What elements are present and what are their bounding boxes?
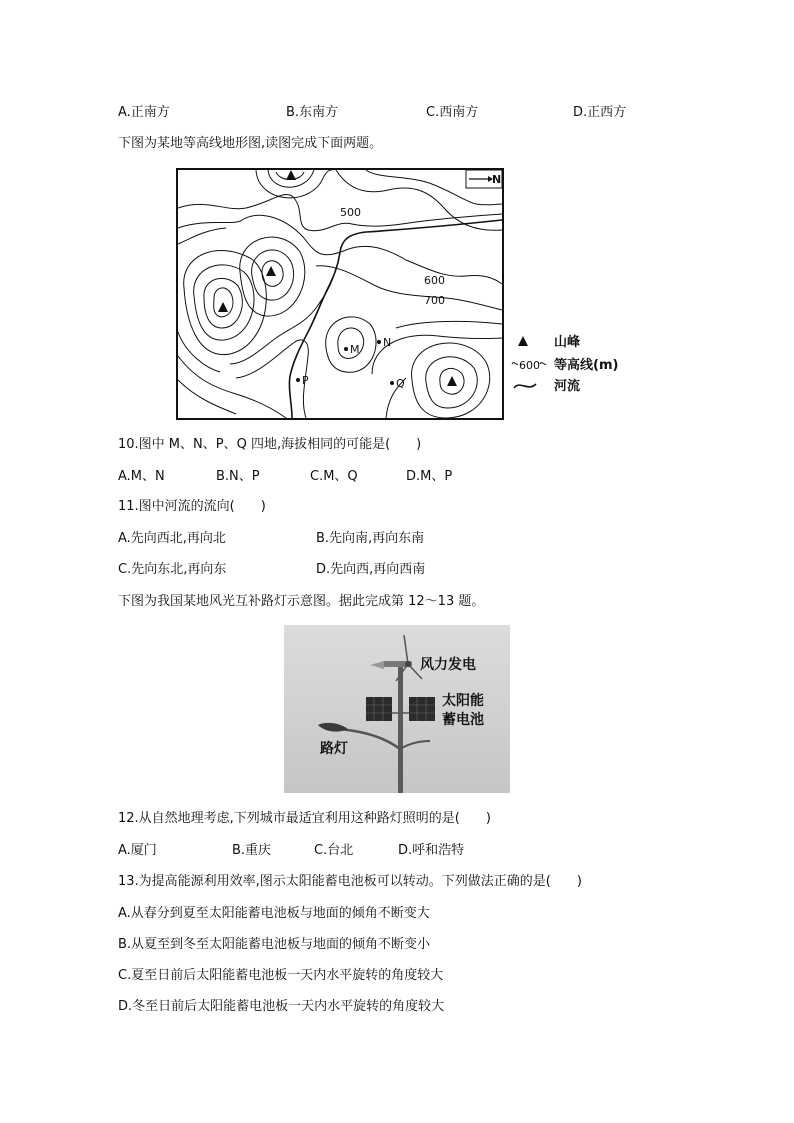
q13-option-b: B.从夏至到冬至太阳能蓄电池板与地面的倾角不断变小 bbox=[118, 937, 431, 952]
q9-option-b: B.东南方 bbox=[286, 105, 339, 120]
contour-map bbox=[176, 168, 504, 420]
q13-stem: 13.为提高能源利用效率,图示太阳能蓄电池板可以转动。下列做法正确的是( ) bbox=[118, 874, 582, 889]
point-p-dot bbox=[296, 378, 300, 382]
q12-option-b: B.重庆 bbox=[232, 843, 272, 858]
streetlight-photo bbox=[284, 625, 510, 793]
photo-background bbox=[284, 625, 510, 793]
q10-stem: 10.图中 M、N、P、Q 四地,海拔相同的可能是( ) bbox=[118, 437, 422, 452]
q10-option-b: B.N、P bbox=[216, 469, 260, 484]
pole bbox=[398, 665, 403, 793]
q13-option-c: C.夏至日前后太阳能蓄电池板一天内水平旋转的角度较大 bbox=[118, 968, 444, 983]
q13-option-d: D.冬至日前后太阳能蓄电池板一天内水平旋转的角度较大 bbox=[118, 999, 445, 1014]
contour-label-500: 500 bbox=[340, 206, 361, 219]
streetlight-intro: 下图为我国某地风光互补路灯示意图。据此完成第 12～13 题。 bbox=[118, 594, 485, 609]
contour-label-700: 700 bbox=[424, 294, 445, 307]
point-q-label: Q bbox=[396, 377, 405, 390]
north-arrow bbox=[466, 170, 502, 188]
point-m-dot bbox=[344, 347, 348, 351]
contour-label-600: 600 bbox=[424, 274, 445, 287]
q10-option-a: A.M、N bbox=[118, 469, 165, 484]
legend-peak-icon bbox=[518, 336, 528, 346]
legend-peak-label: 山峰 bbox=[554, 335, 581, 350]
q9-option-a: A.正南方 bbox=[118, 105, 170, 120]
label-wind: 风力发电 bbox=[420, 657, 476, 673]
q12-option-a: A.厦门 bbox=[118, 843, 157, 858]
north-label: N bbox=[492, 173, 502, 186]
point-n-label: N bbox=[383, 336, 392, 349]
legend-river-icon bbox=[514, 384, 536, 388]
q12-stem: 12.从自然地理考虑,下列城市最适宜利用这种路灯照明的是( ) bbox=[118, 811, 491, 826]
q9-option-c: C.西南方 bbox=[426, 105, 479, 120]
label-lamp: 路灯 bbox=[320, 741, 348, 757]
point-n-dot bbox=[377, 340, 381, 344]
q11-option-b: B.先向南,再向东南 bbox=[316, 531, 425, 546]
q12-option-d: D.呼和浩特 bbox=[398, 843, 465, 858]
q12-option-c: C.台北 bbox=[314, 843, 354, 858]
q10-option-d: D.M、P bbox=[406, 469, 453, 484]
q11-option-d: D.先向西,再向西南 bbox=[316, 562, 426, 577]
legend-contour-sample: 600 bbox=[519, 359, 540, 372]
q11-stem: 11.图中河流的流向( ) bbox=[118, 499, 266, 514]
q10-option-c: C.M、Q bbox=[310, 469, 358, 484]
legend-contour-label: 等高线(m) bbox=[554, 358, 619, 373]
label-solar-line1: 太阳能 bbox=[442, 693, 484, 709]
contour-intro: 下图为某地等高线地形图,读图完成下面两题。 bbox=[118, 136, 383, 151]
q9-option-d: D.正西方 bbox=[573, 105, 627, 120]
q11-option-c: C.先向东北,再向东 bbox=[118, 562, 227, 577]
legend-river-label: 河流 bbox=[554, 379, 581, 394]
label-solar-line2: 蓄电池 bbox=[442, 712, 484, 728]
point-q-dot bbox=[390, 381, 394, 385]
point-p-label: P bbox=[302, 374, 309, 387]
map-legend bbox=[510, 332, 640, 398]
point-m-label: M bbox=[350, 343, 360, 356]
q11-option-a: A.先向西北,再向北 bbox=[118, 531, 226, 546]
q13-option-a: A.从春分到夏至太阳能蓄电池板与地面的倾角不断变大 bbox=[118, 906, 430, 921]
